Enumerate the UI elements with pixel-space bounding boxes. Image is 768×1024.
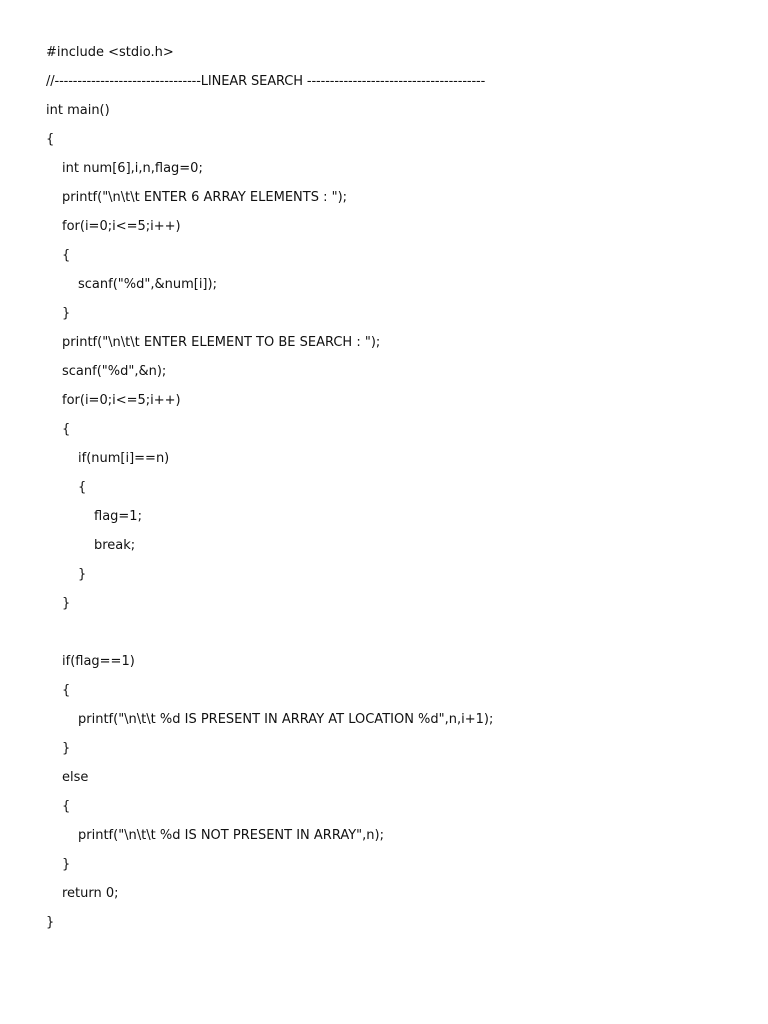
code-line-include: #include <stdio.h> <box>46 45 174 60</box>
code-line-comment-title: //--------------------------------LINEAR SEARCH --------------------------------------- <box>46 74 486 89</box>
code-line-if-flag: if(flag==1) <box>62 654 135 669</box>
code-line-else: else <box>62 770 89 785</box>
code-line-open-brace: { <box>62 248 71 263</box>
code-line-close-brace: } <box>62 857 71 872</box>
code-line-close-brace: } <box>62 741 71 756</box>
code-line-scanf-n: scanf("%d",&n); <box>62 364 167 379</box>
code-line-for-search: for(i=0;i<=5;i++) <box>62 393 181 408</box>
code-line-open-brace: { <box>62 422 71 437</box>
code-line-return: return 0; <box>62 886 119 901</box>
code-line-printf-enter-elements: printf("\n\t\t ENTER 6 ARRAY ELEMENTS : "); <box>62 190 348 205</box>
code-line-open-brace: { <box>62 683 71 698</box>
code-line-main-signature: int main() <box>46 103 110 118</box>
code-line-open-brace: { <box>62 799 71 814</box>
code-line-close-brace: } <box>62 306 71 321</box>
code-line-printf-present: printf("\n\t\t %d IS PRESENT IN ARRAY AT LOCATION %d",n,i+1); <box>78 712 494 727</box>
code-line-close-brace: } <box>46 915 55 930</box>
code-line-if-match: if(num[i]==n) <box>78 451 170 466</box>
code-line-open-brace: { <box>78 480 87 495</box>
code-line-open-brace: { <box>46 132 55 147</box>
code-line-declarations: int num[6],i,n,flag=0; <box>62 161 203 176</box>
code-line-flag-set: flag=1; <box>94 509 142 524</box>
code-line-break: break; <box>94 538 136 553</box>
code-line-close-brace: } <box>78 567 87 582</box>
code-line-printf-enter-search: printf("\n\t\t ENTER ELEMENT TO BE SEARCH : "); <box>62 335 381 350</box>
code-line-close-brace: } <box>62 596 71 611</box>
code-line-printf-not-present: printf("\n\t\t %d IS NOT PRESENT IN ARRAY",n); <box>78 828 384 843</box>
code-line-for-input: for(i=0;i<=5;i++) <box>62 219 181 234</box>
code-line-scanf-array: scanf("%d",&num[i]); <box>78 277 217 292</box>
